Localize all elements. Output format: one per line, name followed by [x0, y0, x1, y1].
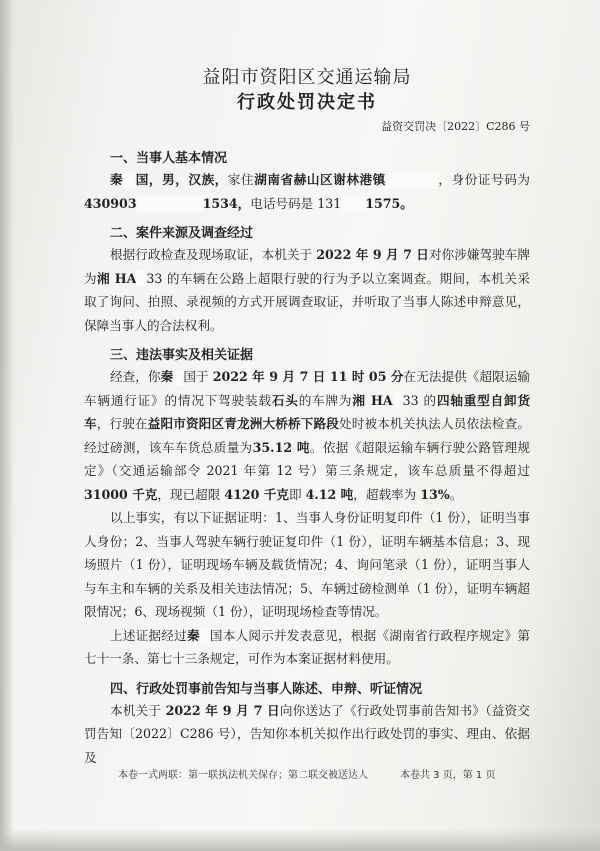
text: 33 的车辆在公路上超限行驶的行为予以立案调查。期间，本机关采取了询问、拍照、录视频的方式开展调查取证，并听取了当事人陈述申辩意见，保障当事人的合法权利。	[84, 270, 530, 333]
party-name-part2: 国，男，汉族，	[135, 172, 228, 187]
weight-limit: 31000 千克	[84, 486, 158, 502]
address-prefix: 家住	[227, 172, 255, 187]
facts-paragraph	[84, 365, 530, 506]
text: 向你送达了《行政处罚事前告知书》（益资交罚告知〔2022〕C286 号），告知你本机关拟作出行政处罚的事实、理由、依据及	[84, 702, 530, 765]
document-body	[84, 66, 530, 769]
section-heading-3: 三、违法事实及相关证据	[110, 348, 254, 363]
document-number: 益资交罚决〔2022〕C286 号	[381, 120, 530, 133]
party-name-part1: 秦	[110, 172, 124, 187]
text: 即	[289, 486, 306, 502]
location: 益阳市资阳区青龙洲大桥桥下路段	[147, 416, 339, 431]
text: 上述证据经过	[110, 627, 187, 643]
evidence-verification-paragraph	[84, 624, 530, 671]
redaction	[123, 173, 135, 189]
plate-prefix: 湘 HA	[96, 270, 137, 286]
notice-date: 2022 年 9 月 7 日	[165, 702, 280, 718]
text: 在无法提供《超限运输车辆通行证》的情况下驾驶装载	[84, 369, 530, 408]
party-surname: 秦	[186, 627, 200, 643]
text: 经查，你	[110, 369, 161, 384]
text: ，现已超限	[157, 486, 225, 502]
phone-suffix: 1575。	[365, 195, 413, 211]
redaction	[200, 628, 210, 644]
plate-prefix: 湘 HA	[352, 392, 393, 408]
redaction	[137, 196, 203, 212]
overweight-kg: 4120 千克	[224, 486, 289, 502]
violation-time: 2022 年 9 月 7 日 11 时 05 分	[212, 369, 404, 384]
party-address: 湖南省赫山区谢林港镇	[254, 172, 386, 187]
case-source-paragraph	[84, 243, 530, 337]
party-info-paragraph	[84, 168, 530, 215]
section-heading-1: 一、当事人基本情况	[110, 151, 228, 166]
redaction	[341, 196, 365, 212]
cargo: 石头	[271, 392, 299, 408]
footer-copies-note: 本卷一式两联：第一联执法机关保存；第二联交被送达人	[118, 770, 368, 781]
text: ，超载率为	[353, 486, 421, 502]
text: 本机关于	[110, 702, 166, 718]
text: ，行驶在	[96, 416, 148, 431]
total-weight: 35.12 吨	[252, 439, 310, 455]
text: 的车牌为	[298, 392, 353, 408]
text: 根据行政检查及现场取证，本机关于	[110, 247, 317, 262]
id-number-part2: 1534，	[202, 195, 251, 211]
text: 。	[449, 486, 463, 502]
text: 处时被本机关执法人员依法检查。经过磅测，该车车货总质量为	[84, 416, 531, 455]
redaction	[386, 173, 438, 189]
page-shadow-bottom	[0, 829, 600, 851]
text: 33 的	[402, 392, 437, 408]
case-date: 2022 年 9 月 7 日	[316, 247, 429, 262]
section-heading-2: 二、案件来源及调查经过	[110, 226, 254, 241]
page-shadow-left	[0, 0, 14, 851]
redaction	[136, 271, 146, 287]
footer-page-number: 本卷共 3 页，第 1 页	[400, 770, 496, 781]
section-heading-4: 四、行政处罚事前告知与当事人陈述、申辩、听证情况	[110, 681, 423, 697]
phone-prefix: 电话号码是 131	[250, 195, 342, 211]
id-prefix: ，身份证号码为	[437, 172, 531, 187]
prior-notice-paragraph	[84, 699, 530, 770]
evidence-paragraph: 以上事实，有以下证据证明：1、当事人身份证明复印件（1 份），证明当事人身份；2、当事人驾驶车辆行驶证复印件（1 份），证明车辆基本信息；3、现场照片（1 份），证明现场车辆及载货情况；4、询问笔录（1 份），证明当事人与车主和车辆的关系及相关违法情况；5、车辆过磅检测单（1 份），证明车辆超限情况；6、现场视频（1 份），证明现场检查等情况。	[84, 510, 530, 619]
overload-rate: 13%	[420, 486, 450, 502]
id-number-part1: 430903	[84, 195, 137, 211]
redaction	[173, 370, 183, 386]
text: 国于	[183, 369, 213, 384]
redaction	[393, 393, 403, 409]
text: 。依据《超限运输车辆行驶公路管理规定》（交通运输部令 2021 年第 12 号）第三条规定，该车总质量不得超过	[84, 439, 531, 478]
party-surname: 秦	[160, 369, 174, 384]
overweight-t: 4.12 吨	[305, 486, 354, 502]
vehicle-type: 四轴重型自卸货车	[84, 392, 531, 431]
text: 对你涉嫌驾驶车牌为	[84, 247, 531, 286]
issuer-title: 益阳市资阳区交通运输局	[202, 67, 412, 88]
document-title: 行政处罚决定书	[237, 92, 377, 113]
text: 国本人阅示并发表意见，根据《湖南省行政程序规定》第七十一条、第七十三条规定，可作为本案证据材料使用。	[84, 627, 530, 666]
